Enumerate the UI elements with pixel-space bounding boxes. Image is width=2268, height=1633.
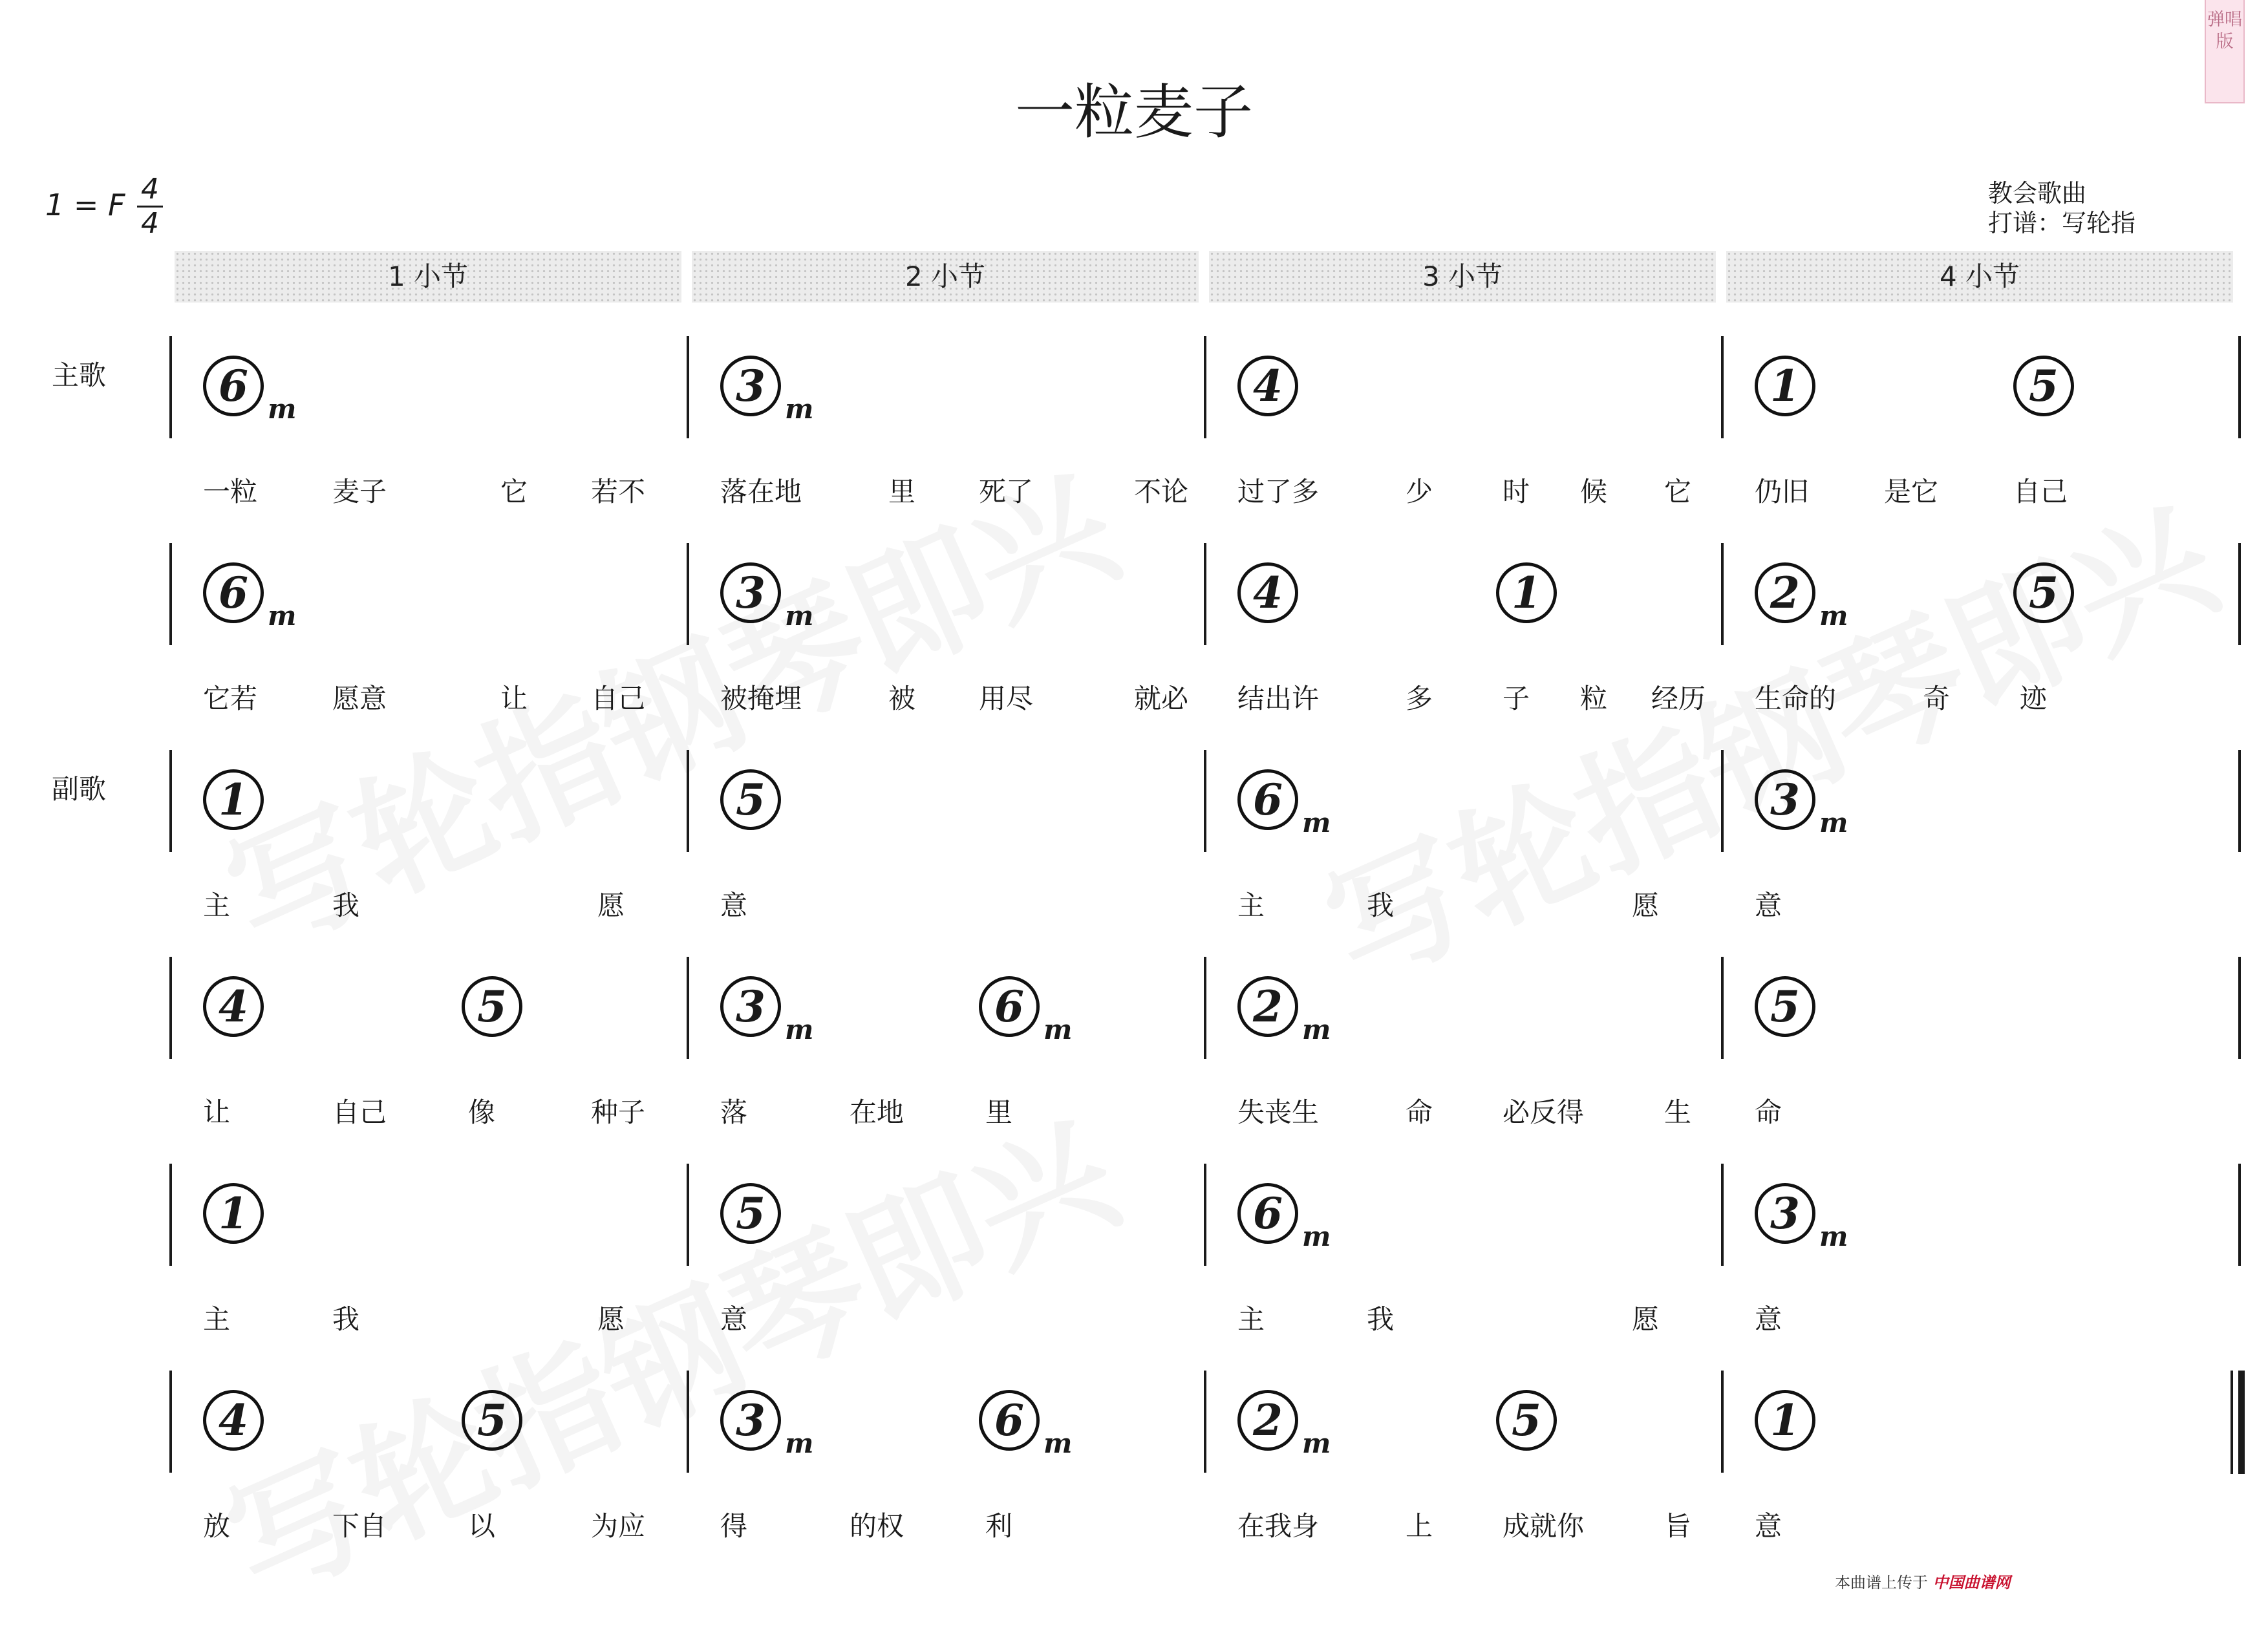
lyric-syllable: 它 [500, 476, 528, 507]
chord-symbol [1237, 976, 1331, 1045]
lyric-syllable: 意 [720, 890, 748, 921]
lyric-syllable: 意 [1755, 890, 1782, 921]
chord-symbol [1755, 1390, 1815, 1455]
measure-header-4: 4 小节 [1726, 251, 2233, 303]
lyric-syllable: 下自 [332, 1510, 387, 1542]
chord-degree-circle: 5 [1755, 976, 1815, 1037]
lyric-syllable: 主 [1237, 1303, 1265, 1335]
chord-degree-circle: 3 [1755, 769, 1815, 830]
chord-symbol [2013, 562, 2074, 627]
chord-degree-circle: 2 [1755, 562, 1815, 623]
chord-quality-minor: m [785, 1427, 814, 1459]
chord-quality-minor: m [1302, 1427, 1331, 1459]
lyric-syllable: 意 [720, 1303, 748, 1335]
chord-degree-circle: 3 [720, 562, 781, 623]
barline [1721, 336, 1724, 438]
chord-degree-circle: 6 [979, 976, 1040, 1037]
chord-symbol [1237, 1183, 1331, 1252]
lyric-syllable: 旨 [1664, 1510, 1692, 1542]
chord-quality-minor: m [1043, 1014, 1073, 1045]
chord-degree-circle: 5 [2013, 562, 2074, 623]
chord-symbol [720, 562, 814, 632]
chord-degree-circle: 1 [203, 769, 264, 830]
chord-quality-minor: m [785, 393, 814, 425]
lyric-syllable: 被掩埋 [720, 683, 802, 714]
barline [169, 750, 172, 852]
chord-symbol [203, 1390, 264, 1455]
barline [1204, 336, 1206, 438]
chord-symbol [720, 976, 814, 1045]
lyric-syllable: 必反得 [1503, 1096, 1585, 1128]
lyric-syllable: 主 [203, 890, 231, 921]
chord-degree-circle: 6 [203, 562, 264, 623]
chord-symbol [720, 356, 814, 425]
barline [687, 543, 689, 645]
chord-symbol [203, 562, 297, 632]
chord-quality-minor: m [785, 1014, 814, 1045]
watermark [1293, 454, 2241, 1019]
lyric-syllable: 我 [1367, 890, 1395, 921]
lyric-syllable: 愿 [1632, 1303, 1660, 1335]
barline [2238, 957, 2241, 1059]
lyric-syllable: 自己 [2013, 476, 2068, 507]
time-signature [137, 175, 163, 239]
song-source: 教会歌曲 [1988, 179, 2087, 208]
lyric-syllable: 意 [1755, 1303, 1782, 1335]
chord-symbol [1496, 1390, 1557, 1455]
lyric-syllable: 得 [720, 1510, 748, 1542]
chord-symbol [1755, 976, 1815, 1041]
chord-symbol [203, 976, 264, 1041]
chord-quality-minor: m [1302, 1221, 1331, 1252]
lyric-syllable: 它若 [203, 683, 258, 714]
section-label: 主歌 [52, 359, 107, 391]
chord-symbol [1237, 356, 1298, 420]
chord-symbol [1237, 1390, 1331, 1459]
lyric-syllable: 一粒 [203, 476, 258, 507]
chord-degree-circle: 6 [203, 356, 264, 416]
lyric-syllable: 我 [332, 1303, 360, 1335]
lyric-syllable: 自己 [332, 1096, 387, 1128]
barline [1721, 957, 1724, 1059]
chord-quality-minor: m [1302, 807, 1331, 838]
lyric-syllable: 上 [1406, 1510, 1433, 1542]
lyric-syllable: 的权 [850, 1510, 904, 1542]
footer [1835, 1570, 2011, 1592]
chord-degree-circle: 3 [720, 976, 781, 1037]
footer-prefix: 本曲谱上传于 [1835, 1574, 1928, 1592]
chord-symbol [720, 1183, 781, 1248]
lyric-syllable: 愿 [1632, 890, 1660, 921]
barline [1721, 1164, 1724, 1266]
lyric-syllable: 不论 [1134, 476, 1189, 507]
chord-degree-circle: 6 [1237, 769, 1298, 830]
barline [2231, 1371, 2233, 1474]
chord-degree-circle: 1 [203, 1183, 264, 1244]
lyric-syllable: 种子 [591, 1096, 646, 1128]
chord-degree-circle: 5 [720, 1183, 781, 1244]
lyric-syllable: 候 [1580, 476, 1608, 507]
barline [687, 1164, 689, 1266]
lyric-syllable: 奇 [1923, 683, 1951, 714]
section-label: 副歌 [52, 773, 107, 805]
chord-degree-circle: 4 [203, 1390, 264, 1451]
time-signature-bottom: 4 [141, 207, 159, 240]
chord-degree-circle: 5 [720, 769, 781, 830]
chord-quality-minor: m [1819, 807, 1848, 838]
chord-symbol [462, 976, 522, 1041]
arranger-credit: 打谱：写轮指 [1988, 209, 2136, 237]
barline [1204, 750, 1206, 852]
chord-quality-minor: m [268, 393, 297, 425]
chord-quality-minor: m [785, 600, 814, 632]
chord-symbol [1755, 769, 1848, 838]
barline [1721, 750, 1724, 852]
barline [169, 957, 172, 1059]
chord-symbol [2013, 356, 2074, 420]
lyric-syllable: 被 [888, 683, 916, 714]
lyric-syllable: 愿 [597, 890, 625, 921]
site-logo: 中国曲谱网 [1932, 1574, 2011, 1592]
barline [2238, 543, 2241, 645]
lyric-syllable: 失丧生 [1237, 1096, 1320, 1128]
barline [1204, 957, 1206, 1059]
chord-degree-circle: 1 [1755, 1390, 1815, 1451]
chord-symbol [462, 1390, 522, 1455]
barline [1721, 543, 1724, 645]
lyric-syllable: 经历 [1651, 683, 1706, 714]
chord-symbol [720, 769, 781, 834]
lyric-syllable: 利 [985, 1510, 1013, 1542]
barline [2238, 750, 2241, 852]
chord-degree-circle: 6 [1237, 1183, 1298, 1244]
barline [169, 336, 172, 438]
lyric-syllable: 落 [720, 1096, 748, 1128]
chord-degree-circle: 4 [203, 976, 264, 1037]
lyric-syllable: 自己 [591, 683, 646, 714]
lyric-syllable: 子 [1503, 683, 1530, 714]
lyric-syllable: 迹 [2020, 683, 2048, 714]
chord-degree-circle: 5 [462, 1390, 522, 1451]
lyric-syllable: 让 [500, 683, 528, 714]
lyric-syllable: 它 [1664, 476, 1692, 507]
lyric-syllable: 麦子 [332, 476, 387, 507]
barline [1204, 543, 1206, 645]
lyric-syllable: 粒 [1580, 683, 1608, 714]
lyric-syllable: 放 [203, 1510, 231, 1542]
chord-degree-circle: 5 [462, 976, 522, 1037]
version-badge: 弹唱版 [2205, 0, 2245, 103]
lyric-syllable: 里 [985, 1096, 1013, 1128]
chord-degree-circle: 4 [1237, 562, 1298, 623]
chord-degree-circle: 2 [1237, 1390, 1298, 1451]
chord-degree-circle: 6 [979, 1390, 1040, 1451]
barline [169, 543, 172, 645]
chord-degree-circle: 5 [1496, 1390, 1557, 1451]
lyric-syllable: 生 [1664, 1096, 1692, 1128]
chord-degree-circle: 3 [1755, 1183, 1815, 1244]
chord-symbol [979, 1390, 1073, 1459]
lyric-syllable: 死了 [979, 476, 1034, 507]
chord-degree-circle: 3 [720, 356, 781, 416]
measure-header-3: 3 小节 [1209, 251, 1716, 303]
lyric-syllable: 在我身 [1237, 1510, 1320, 1542]
chord-degree-circle: 2 [1237, 976, 1298, 1037]
chord-symbol [203, 1183, 264, 1248]
lyric-syllable: 多 [1406, 683, 1433, 714]
lyric-syllable: 我 [1367, 1303, 1395, 1335]
lyric-syllable: 让 [203, 1096, 231, 1128]
lyric-syllable: 愿意 [332, 683, 387, 714]
chord-symbol [1237, 769, 1331, 838]
chord-symbol [203, 769, 264, 834]
lyric-syllable: 我 [332, 890, 360, 921]
barline [687, 336, 689, 438]
chord-degree-circle: 3 [720, 1390, 781, 1451]
barline [169, 1371, 172, 1473]
time-signature-top: 4 [141, 173, 159, 206]
chord-quality-minor: m [268, 600, 297, 632]
lyric-syllable: 少 [1406, 476, 1433, 507]
barline [1204, 1164, 1206, 1266]
lyric-syllable: 为应 [591, 1510, 646, 1542]
lyric-syllable: 在地 [850, 1096, 904, 1128]
chord-symbol [1755, 562, 1848, 632]
lyric-syllable: 用尽 [979, 683, 1034, 714]
lyric-syllable: 愿 [597, 1303, 625, 1335]
barline [2238, 1164, 2241, 1266]
lyric-syllable: 生命的 [1755, 683, 1837, 714]
barline [687, 750, 689, 852]
lyric-syllable: 以 [468, 1510, 496, 1542]
chord-degree-circle: 4 [1237, 356, 1298, 416]
lyric-syllable: 意 [1755, 1510, 1782, 1542]
chord-symbol [203, 356, 297, 425]
lyric-syllable: 命 [1755, 1096, 1782, 1128]
lyric-syllable: 是它 [1884, 476, 1939, 507]
barline [1721, 1371, 1724, 1473]
barline [1204, 1371, 1206, 1473]
chord-symbol [1496, 562, 1557, 627]
barline [169, 1164, 172, 1266]
lyric-syllable: 成就你 [1503, 1510, 1585, 1542]
barline [2238, 336, 2241, 438]
barline [687, 957, 689, 1059]
lyric-syllable: 若不 [591, 476, 646, 507]
lyric-syllable: 落在地 [720, 476, 802, 507]
lyric-syllable: 时 [1503, 476, 1530, 507]
lyric-syllable: 里 [888, 476, 916, 507]
lyric-syllable: 命 [1406, 1096, 1433, 1128]
chord-degree-circle: 1 [1496, 562, 1557, 623]
chord-symbol [979, 976, 1073, 1045]
song-title: 一粒麦子 [1014, 78, 1253, 147]
lyric-syllable: 主 [203, 1303, 231, 1335]
lyric-syllable: 结出许 [1237, 683, 1320, 714]
barline [687, 1371, 689, 1473]
measure-header-1: 1 小节 [175, 251, 681, 303]
watermark [194, 1068, 1142, 1633]
chord-degree-circle: 5 [2013, 356, 2074, 416]
lyric-syllable: 像 [468, 1096, 496, 1128]
chord-quality-minor: m [1302, 1014, 1331, 1045]
key-signature: 1 = F [45, 187, 125, 222]
lyric-syllable: 过了多 [1237, 476, 1320, 507]
chord-quality-minor: m [1043, 1427, 1073, 1459]
lyric-syllable: 就必 [1134, 683, 1189, 714]
chord-symbol [720, 1390, 814, 1459]
lyric-syllable: 仍旧 [1755, 476, 1810, 507]
chord-degree-circle: 1 [1755, 356, 1815, 416]
chord-quality-minor: m [1819, 600, 1848, 632]
measure-header-2: 2 小节 [692, 251, 1199, 303]
chord-symbol [1755, 356, 1815, 420]
final-barline [2238, 1371, 2245, 1474]
chord-quality-minor: m [1819, 1221, 1848, 1252]
lyric-syllable: 主 [1237, 890, 1265, 921]
chord-symbol [1237, 562, 1298, 627]
chord-symbol [1755, 1183, 1848, 1252]
